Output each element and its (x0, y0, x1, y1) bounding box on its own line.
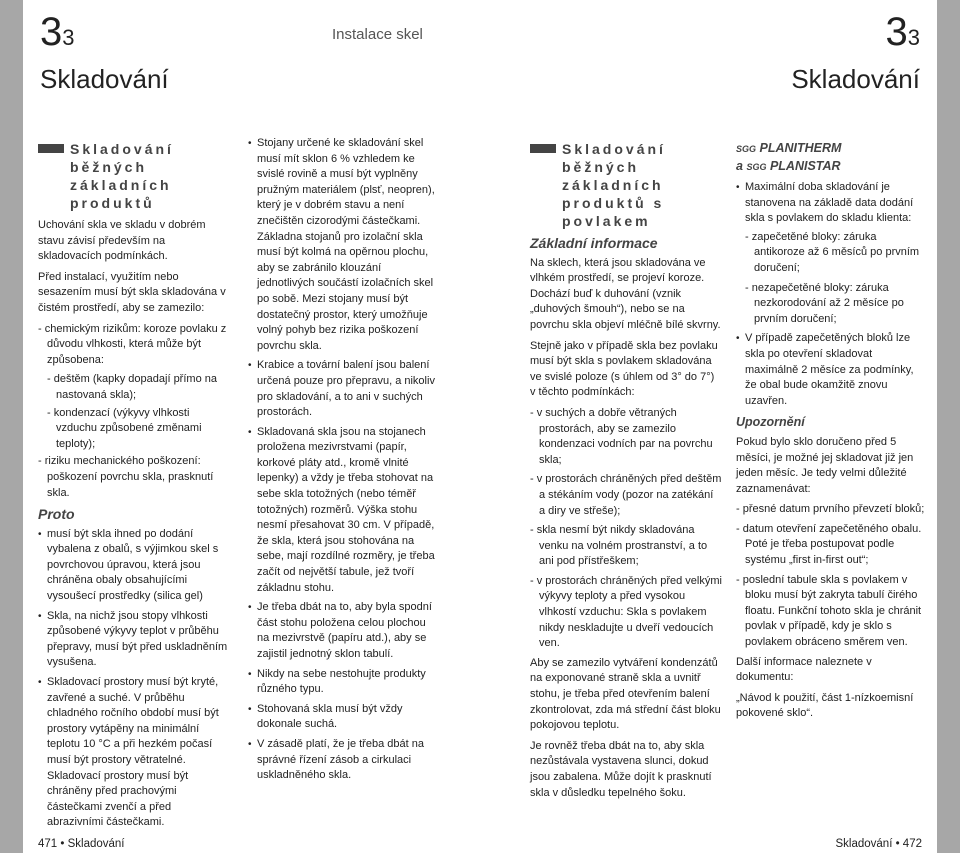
left-footer: 471 • Skladování (38, 838, 125, 850)
bullet-list (736, 180, 926, 409)
product-name: PLANITHERM (759, 141, 842, 155)
paragraph: Aby se zamezilo vytváření kondenzátů na exponované straně skla a uvnitř stohu, je třeba před otevřením balení zkontrolovat, zda má střední část bloku pokojovou teplotu. (530, 656, 721, 732)
left-chapter-heading (40, 12, 169, 94)
list-item: - v suchých a dobře větraných prostorách, aby se zamezilo kondenzaci vodních par na povrchu skla; (530, 406, 713, 466)
bullet-item (736, 180, 926, 327)
section-heading (530, 140, 722, 230)
list-item: - skla nesmí být nikdy skladována venku na volném prostranství, a to ani pod přístřeškem; (530, 524, 708, 568)
list-item: - zapečetěné bloky: záruka antikoroze až 6 měsíců po prvním doručení; (745, 230, 920, 274)
list-item: - chemickým rizikům: koroze povlaku z důvodu vlhkosti, která může být způsobena: (38, 322, 227, 366)
intro-paragraph: Uchování skla ve skladu v dobrém stavu závisí především na skladovacích podmínkách. (38, 219, 206, 263)
left-chapter-subnumber: 3 (62, 25, 75, 50)
right-chapter-name: Skladování (791, 64, 920, 94)
bullet-text: Maximální doba skladování je stanovena na základě data dodání skla s povlakem do skladu klienta: (745, 181, 914, 225)
paragraph: Před instalací, využitím nebo sesazením musí být skla skladována v čistém prostředí, aby se zamezilo: (38, 270, 226, 314)
left-chapter-number: 3 (40, 10, 63, 54)
bullet-list (38, 527, 228, 831)
paragraph: Na sklech, která jsou skladována ve vlhkém prostředí, se projeví koroze. Dochází buď k duhování (vznik „duhových šmouh“), nebo se na povrchu skla objeví mléčně bílé skvrny. (530, 256, 721, 331)
column-1 (38, 140, 228, 835)
section-title: Skladování běžných základních produktů (70, 141, 174, 211)
list-item: - deštěm (kapky dopadají přímo na nastovaná skla); (47, 373, 217, 401)
list-item: - poslední tabule skla s povlakem v bloku musí být zakryta tabulí čirého floatu. Funkční tohoto skla je chránit povlak v případě, kdy je sklo s povlakem obráceno směrem ven. (736, 573, 922, 649)
bullet-item: • V případě zapečetěných bloků lze skla po otevření skladovat maximálně 2 měsíce za podmínky, že obal bude okamžitě znovu uzavřen. (736, 331, 926, 409)
column-2 (248, 136, 438, 788)
paragraph: Je rovněž třeba dbát na to, aby skla nezůstávala vystavena slunci, dokud jsou zabalena. Může dojít k prasknutí skla v důsledku tepelného šoku. (530, 739, 712, 799)
left-chapter-name: Skladování (40, 64, 169, 94)
conjunction: a (736, 159, 743, 173)
bullet-list (248, 136, 438, 784)
bullet-item: • Nikdy na sebe nestohujte produkty různého typu. (248, 667, 438, 698)
bullet-item: • Je třeba dbát na to, aby byla spodní část stohu položena celou plochou na mezivrstvě (papíru atd.), aby se zajistil jednotný sklon tabulí. (248, 600, 438, 662)
bullet-item: • Stohovaná skla musí být vždy dokonale suchá. (248, 702, 438, 733)
right-chapter-subnumber: 3 (907, 25, 920, 50)
list-item: - riziku mechanického poškození: poškození povrchu skla, prasknutí skla. (38, 455, 214, 499)
bullet-item: • Skladovaná skla jsou na stojanech proložena mezivrstvami (papír, korkové pláty atd., kromě vlnité lepenky) a vždy je třeba stohovat na sebe skla totožných (nebo téměř totožných) rozměrů. Výška stohu nesmí přesahovat 30 cm. V případě, že skla, která jsou stohována na sebe, mají rozdílné rozměry, je třeba začít od největší tabule, jež tvoří základnu stohu. (248, 425, 438, 597)
paragraph: Pokud bylo sklo doručeno před 5 měsíci, je možné jej skladovat již jen jeden měsíc. Je tedy velmi důležité zaznamenávat: (736, 435, 914, 495)
right-chapter-heading (791, 12, 920, 94)
subheading: Upozornění (736, 415, 805, 430)
list-item: - datum otevření zapečetěného obalu. Poté je třeba postupovat podle systému „first in-first out“; (736, 522, 922, 567)
list-item: - kondenzací (výkyvy vlhkosti vzduchu způsobené změnami teploty); (47, 406, 202, 450)
paragraph: Stejně jako v případě skla bez povlaku musí být skla s povlakem skladována ve svislé poloze (s úhlem od 3° do 7°) v těchto podmínkách: (530, 339, 718, 399)
page-title: Instalace skel (332, 26, 423, 43)
list-item: - přesné datum prvního převzetí bloků; (736, 503, 925, 516)
column-3 (530, 140, 722, 806)
right-chapter-number: 3 (885, 10, 908, 54)
subheading: Základní informace (530, 235, 658, 251)
product-heading (736, 140, 926, 176)
bullet-item: • V zásadě platí, že je třeba dbát na správné řízení zásob a cirkulaci uskladněného skla. (248, 737, 438, 784)
list-item: - v prostorách chráněných před deštěm a stékáním vody (pozor na zatékání a diry ve střeše); (530, 473, 722, 517)
paragraph: „Návod k použití, část 1-nízkoemisní pokovené sklo“. (736, 691, 914, 720)
column-4 (736, 140, 926, 727)
bullet-item: • musí být skla ihned po dodání vybalena z obalů, s výjimkou skel s povrchovou úpravou, která jsou chráněna obaly obsahujícími vysoušecí prostředky (silica gel) (38, 527, 228, 605)
bullet-item: • Stojany určené ke skladování skel musí mít sklon 6 % vzhledem ke svislé rovině a musí být vyplněny pružným materiálem (plsť, neopren), který je v dobrém stavu a není znečištěn cizorodými částečkami. Základna stojanů pro izolační skla musí být kolmá na opěrnou plochu, aby se zabránilo klouzání jednotlivých součástí izolačních skel po sobě. Mezi stojany musí být dostatečný prostor, který umožňuje volný pohyb bez rizika poškození povrchu skla. (248, 136, 438, 354)
brand-prefix: SGG (736, 144, 757, 154)
section-heading (38, 140, 228, 212)
section-marker (530, 144, 556, 153)
right-footer: Skladování • 472 (835, 838, 922, 850)
paragraph: Další informace naleznete v dokumentu: (736, 655, 872, 684)
brand-prefix: SGG (746, 162, 767, 172)
section-marker (38, 144, 64, 153)
right-page-edge (937, 0, 960, 853)
list-item: - v prostorách chráněných před velkými výkyvy teploty a před vysokou vlhkostí vzduchu: Skla s povlakem nikdy neskladujte u dveří vedoucích ven. (530, 574, 722, 650)
left-page-edge (0, 0, 23, 853)
bullet-item: • Krabice a tovární balení jsou balení určená pouze pro přepravu, a nikoliv pro skladování, a to ani v suchých prostorách. (248, 358, 438, 420)
subheading: Proto (38, 506, 75, 523)
list-item: - nezapečetěné bloky: záruka nezkorodování až 2 měsíce po prvním doručení; (745, 281, 904, 325)
section-title: Skladování běžných základních produktů s povlakem (562, 141, 666, 229)
bullet-item: • Skla, na nichž jsou stopy vlhkosti způsobené výkyvy teplot v průběhu přepravy, musí být před uskladněním vysušena. (38, 609, 228, 671)
product-name: PLANISTAR (769, 159, 841, 173)
bullet-item: • Skladovací prostory musí být kryté, zavřené a suché. V průběhu chladného ročního období musí být prostory vytápěny na minimální teplotu 10 °C a při hezkém počasí musí být prostory větratelné. Skladovací prostory musí být chráněny před prachovými částečkami zvenčí a před abrazivními částečkami. (38, 675, 228, 831)
